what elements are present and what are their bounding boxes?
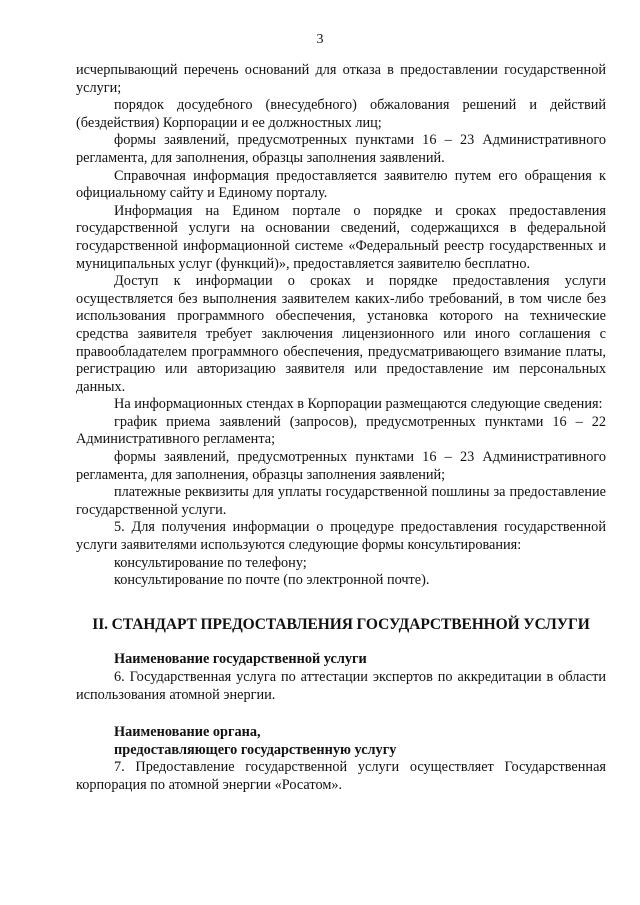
subheading-service-name: Наименование государственной услуги — [114, 651, 367, 668]
paragraph-6: 6. Государственная услуга по аттестации экспертов по аккредитации в области использования атомной энергии. — [76, 669, 606, 703]
paragraph: Доступ к информации о сроках и порядке предоставления услуги осуществляется без выполнения заявителем каких-либо требований, в том числе без использования программного обеспечения, установка которого на технические средства заявителя требует заключения лицензионного или иного соглашения с правообладателем программного обеспечения, предусматривающего взимание платы, регистрацию или авторизацию заявителя или предоставление им персональных данных. — [76, 273, 606, 395]
paragraph: На информационных стендах в Корпорации размещаются следующие сведения: — [114, 396, 603, 413]
paragraph: Справочная информация предоставляется заявителю путем его обращения к официальному сайту и Единому порталу. — [76, 167, 606, 202]
paragraph: формы заявлений, предусмотренных пунктами 16 – 23 Административного регламента, для заполнения, образцы заполнения заявлений; — [76, 449, 606, 483]
paragraph: платежные реквизиты для уплаты государственной пошлины за предоставление государственной услуги. — [76, 484, 606, 518]
subheading-organ-line2: предоставляющего государственную услугу — [114, 741, 397, 758]
paragraph: 5. Для получения информации о процедуре предоставления государственной услуги заявителями используются следующие формы консультирования: — [76, 519, 606, 554]
paragraph: порядок досудебного (внесудебного) обжалования решений и действий (бездействия) Корпорации и ее должностных лиц; — [76, 97, 606, 131]
paragraph-7: 7. Предоставление государственной услуги осуществляет Государственная корпорация по атомной энергии «Росатом». — [76, 759, 606, 793]
section-title: II. СТАНДАРТ ПРЕДОСТАВЛЕНИЯ ГОСУДАРСТВЕННОЙ УСЛУГИ — [92, 615, 590, 633]
paragraph: консультирование по почте (по электронной почте). — [114, 572, 430, 589]
paragraph: график приема заявлений (запросов), предусмотренных пунктами 16 – 22 Административного регламента; — [76, 413, 606, 448]
paragraph: формы заявлений, предусмотренных пунктами 16 – 23 Административного регламента, для заполнения, образцы заполнения заявлений. — [76, 132, 606, 166]
paragraph: исчерпывающий перечень оснований для отказа в предоставлении государственной услуги; — [76, 62, 606, 96]
page-number: 3 — [316, 32, 324, 47]
subheading-organ-line1: Наименование органа, — [114, 724, 261, 741]
paragraph: консультирование по телефону; — [114, 554, 307, 571]
document-body — [76, 62, 606, 795]
paragraph: Информация на Едином портале о порядке и сроках предоставления государственной услуги на основании сведений, содержащихся в федеральной государственной информационной системе «Федеральный реестр государственных и муниципальных услуг (функций)», предоставляется заявителю бесплатно. — [76, 202, 606, 272]
